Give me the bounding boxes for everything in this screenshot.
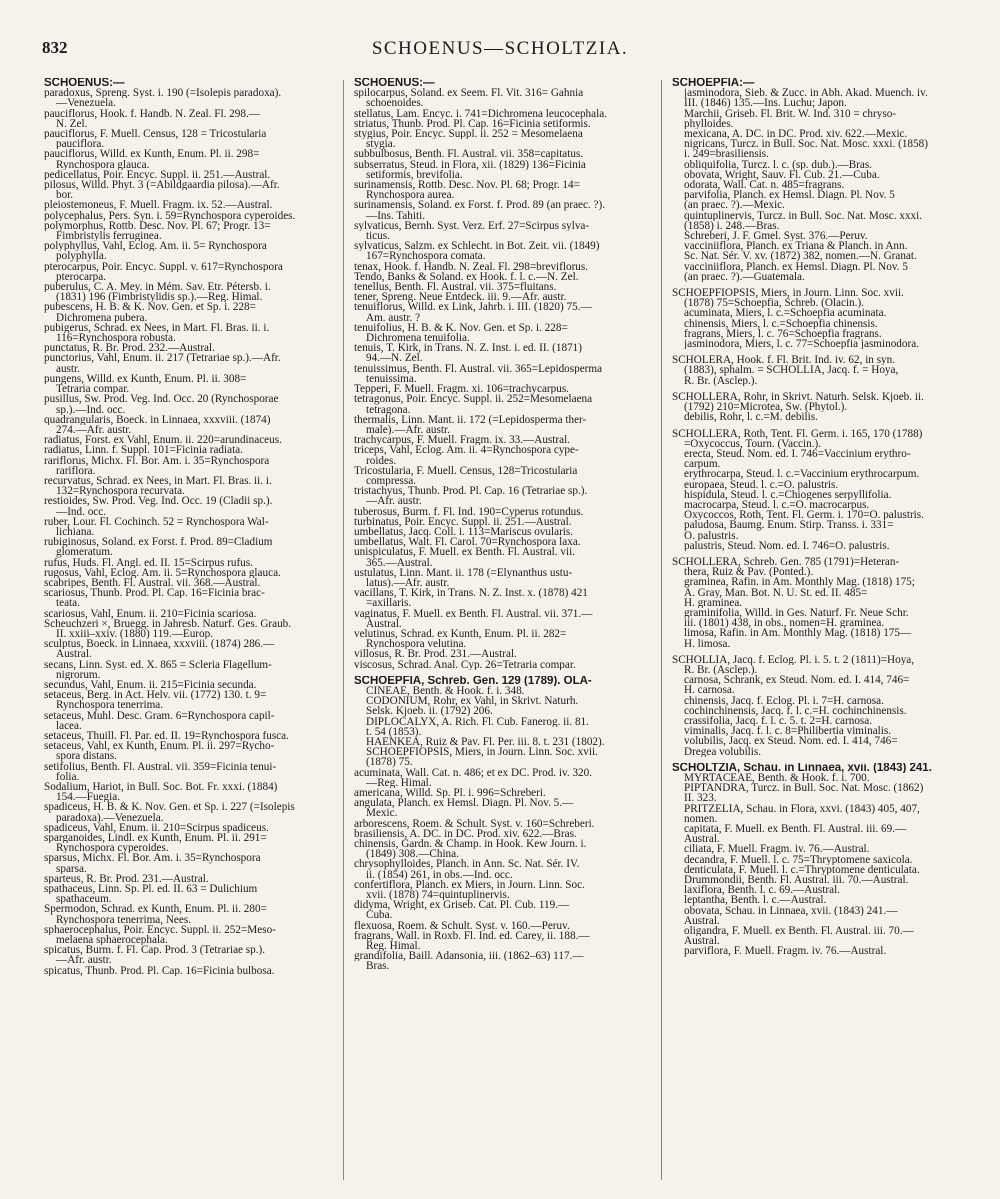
column-1 xyxy=(44,78,334,1188)
entry-line: (1858) i. 248.—Bras. xyxy=(684,220,780,232)
entry-line: Tendo, Banks & Soland. ex Hook. f. l. c.—N. Zel. xyxy=(354,271,579,283)
column-2 xyxy=(354,78,644,1188)
entry-line: sparganoides, Lindl. ex Kunth, Enum. Pl. ii. 291= xyxy=(44,833,267,844)
page-header xyxy=(40,38,960,68)
entry-line: Drummondii, Benth. Fl. Austral. iii. 70.—Austral. xyxy=(684,875,909,886)
entry-line: bor. xyxy=(56,190,74,201)
entry-line: carnosa, Schrank, ex Steud. Nom. ed. I. 414, 746= xyxy=(684,675,910,686)
entry-line: obovata, Wright, Sauv. Fl. Cub. 21.—Cuba. xyxy=(684,169,880,181)
entry-line: i. 249=brasiliensis. xyxy=(684,149,769,160)
entry-line: obliquifolia, Turcz. l. c. (sp. dub.).—Bras. xyxy=(684,159,872,170)
entry-line: 154.—Fuegia. xyxy=(56,792,121,803)
entry-line: —Afr. austr. xyxy=(56,955,112,966)
entry-line: chinensis, Gardn. & Champ. in Hook. Kew Journ. i. xyxy=(354,839,587,850)
entry-line: sylvaticus, Bernh. Syst. Verz. Erf. 27=Scirpus sylva- xyxy=(354,220,590,232)
entry-line: didyma, Wright, ex Griseb. Cat. Pl. Cub. 119.— xyxy=(354,900,570,911)
entry-line: Fimbristylis ferruginea. xyxy=(56,231,162,242)
entry-line: pauciflorus, Hook. f. Handb. N. Zeal. Fl. 298.— xyxy=(44,108,260,119)
entry-line: Dichromena pubera. xyxy=(56,312,148,323)
entry-line: laxiflora, Benth. l. c. 69.—Austral. xyxy=(684,885,840,896)
entry-line: graminea, Rafin. in Am. Monthly Mag. (1818) 175; xyxy=(684,577,915,588)
entry-line: chrysophylloides, Planch. in Ann. Sc. Nat. Sér. IV. xyxy=(354,859,580,870)
entry-line: schoenoides. xyxy=(366,98,424,109)
entry-line: palustris, Steud. Nom. ed. I. 746=O. palustris. xyxy=(684,540,890,551)
entry-line: 116=Rynchospora robusta. xyxy=(56,333,176,344)
entry-line: 132=Rynchospora recurvata. xyxy=(56,486,185,497)
entry-line: 365.—Austral. xyxy=(366,557,433,568)
entry-heading: SCHOEPFIA:— xyxy=(672,78,755,89)
entry-line: Rynchospora cyperoides. xyxy=(56,843,169,854)
entry-line: limosa, Rafin. in Am. Monthly Mag. (1818) 175— xyxy=(684,628,912,639)
entry-line: arborescens, Roem. & Schult. Syst. v. 160=Schreberi. xyxy=(354,818,595,829)
entry-line: rufus, Huds. Fl. Angl. ed. II. 15=Scirpus rufus. xyxy=(44,557,253,568)
entry-line: SCHOEPFIOPSIS, Miers, in Journ. Linn. Soc. xvii. xyxy=(672,288,904,299)
entry-line: CODONIUM, Rohr, ex Vahl, in Skrivt. Naturh. xyxy=(366,696,579,707)
entry-line: Reg. Himal. xyxy=(366,941,421,952)
entry-line: iii. (1801) 438, in obs., nomen=H. graminea. xyxy=(684,618,885,629)
entry-line: Rynchospora glauca. xyxy=(56,159,150,170)
entry-line: rubiginosus, Soland. ex Forst. f. Prod. 89=Cladium xyxy=(44,537,273,548)
entry-line: spadiceus, Vahl, Enum. ii. 210=Scirpus spadiceus. xyxy=(44,822,269,834)
entry-line: vacillans, T. Kirk, in Trans. N. Z. Inst. x. (1878) 421 xyxy=(354,588,588,599)
entry-line: setaceus, Muhl. Desc. Gram. 6=Rynchospora capil- xyxy=(44,710,275,721)
entry-line: pusillus, Sw. Prod. Veg. Ind. Occ. 20 (Rynchosporae xyxy=(44,394,279,405)
entry-line: polymorphus, Rottb. Desc. Nov. Pl. 67; Progr. 13= xyxy=(44,220,271,232)
entry-line: 94.—N. Zel. xyxy=(366,353,423,364)
entry-line: spicatus, Burm. f. Fl. Cap. Prod. 3 (Tetrariae sp.). xyxy=(44,945,266,956)
entry-line: SCHOLLERA, Roth, Tent. Fl. Germ. i. 165, 170 (1788) xyxy=(672,428,923,439)
entry-line: thermalis, Linn. Mant. ii. 172 (=Lepidosperma ther- xyxy=(354,414,587,425)
entry-line: quintuplinervis, Turcz. in Bull. Soc. Nat. Mosc. xxxi. xyxy=(684,210,923,221)
entry-line: flexuosa, Roem. & Schult. Syst. v. 160.—Peruv. xyxy=(354,920,570,931)
entry-line: cochinchinensis, Jacq. f. l. c.=H. cochinchinensis. xyxy=(684,705,907,716)
entry-line: obovata, Schau. in Linnaea, xvii. (1843) 241.— xyxy=(684,905,898,916)
entry-line: tener, Spreng. Neue Entdeck. iii. 9.—Afr. austr. xyxy=(354,292,567,303)
entry-line: rugosus, Vahl, Eclog. Am. ii. 5=Rynchospora glauca. xyxy=(44,567,281,578)
entry-line: restioides, Sw. Prod. Veg. Ind. Occ. 19 (Cladii sp.). xyxy=(44,496,273,507)
entry-line: tenax, Hook. f. Handb. N. Zeal. Fl. 298=breviflorus. xyxy=(354,261,589,272)
entry-line: ruber, Lour. Fl. Cochinch. 52 = Rynchospora Wal- xyxy=(44,516,269,527)
entry-line: ustulatus, Linn. Mant. ii. 178 (=Elynanthus ustu- xyxy=(354,567,573,578)
entry-line: spicatus, Thunb. Prod. Pl. Cap. 16=Ficinia bulbosa. xyxy=(44,965,275,976)
entry-line: fragrans, Miers, l. c. 76=Schoepfia fragrans. xyxy=(684,328,882,340)
entry-line: viscosus, Schrad. Anal. Cyp. 26=Tetraria compar. xyxy=(354,659,576,670)
entry-line: lacea. xyxy=(56,720,82,731)
entry-line: tristachyus, Thunb. Prod. Pl. Cap. 16 (Tetrariae sp.). xyxy=(354,486,588,497)
entry-line: tenellus, Benth. Fl. Austral. vii. 375=fluitans. xyxy=(354,282,557,293)
entry-line: umbellatus, Walt. Fl. Carol. 70=Rynchospora laxa. xyxy=(354,537,581,548)
entry-line: punctatus, R. Br. Prod. 232.—Austral. xyxy=(44,343,215,354)
entry-line: subbulbosus, Benth. Fl. Austral. vii. 358=capitatus. xyxy=(354,149,584,160)
entry-line: crassifolia, Jacq. f. l. c. 5. t. 2=H. carnosa. xyxy=(684,715,873,727)
entry-line: =axillaris. xyxy=(366,598,412,609)
column-rule xyxy=(343,80,344,1180)
entry-line: Selsk. Kjoeb. ii. (1792) 206. xyxy=(366,706,493,717)
entry-line: sparteus, R. Br. Prod. 231.—Austral. xyxy=(44,873,209,885)
entry-line: paradoxus, Spreng. Syst. i. 190 (=Isolepis paradoxa). xyxy=(44,88,282,99)
entry-line: 274.—Afr. austr. xyxy=(56,424,132,436)
column-3 xyxy=(672,78,966,1188)
entry-line: tetragona. xyxy=(366,404,411,415)
entry-line: pauciflora. xyxy=(56,139,105,150)
entry-line: quadrangularis, Boeck. in Linnaea, xxxviii. (1874) xyxy=(44,414,271,425)
entry-line: (1878) 75. xyxy=(366,757,413,768)
entry-line: (an praec. ?).—Guatemala. xyxy=(684,271,805,283)
entry-line: phylloides. xyxy=(684,118,734,130)
entry-line: SCHOLLIA, Jacq. f. Eclog. Pl. i. 5. t. 2 (1811)=Hoya, xyxy=(672,654,915,665)
entry-line: puberulus, C. A. Mey. in Mém. Sav. Etr. Pétersb. i. xyxy=(44,282,271,293)
entry-line: Rynchospora aurea. xyxy=(366,190,455,201)
entry-line: jasminodora, Miers, l. c. 77=Schoepfia jasminodora. xyxy=(684,339,919,350)
entry-heading: SCHOENUS:— xyxy=(44,78,125,89)
entry-line: recurvatus, Schrad. ex Nees, in Mart. Fl. Bras. ii. i. xyxy=(44,475,272,487)
entry-line: lichiana. xyxy=(56,526,95,538)
entry-line: DIPLOCALYX, A. Rich. Fl. Cub. Fanerog. ii. 81. xyxy=(366,716,589,727)
entry-line: Tepperi, F. Muell. Fragm. xi. 106=trachycarpus. xyxy=(354,384,569,395)
entry-line: sphaerocephalus, Poir. Encyc. Suppl. ii. 252=Meso- xyxy=(44,924,276,936)
entry-line: tenuissimus, Benth. Fl. Austral. vii. 365=Lepidosperma xyxy=(354,363,603,374)
entry-line: Scheuchzeri ×, Bruegg. in Jahresb. Naturf. Ges. Graub. xyxy=(44,618,292,629)
entry-line: pauciflorus, Willd. ex Kunth, Enum. Pl. ii. 298= xyxy=(44,149,260,160)
entry-line: parvifolia, Planch. ex Hemsl. Diagn. Pl. Nov. 5 xyxy=(684,190,895,201)
entry-line: Am. austr. ? xyxy=(366,312,421,323)
entry-line: pubescens, H. B. & K. Nov. Gen. et Sp. i. 228= xyxy=(44,302,256,313)
entry-line: xvii. (1878) 74=quintuplinervis. xyxy=(366,890,510,901)
entry-line: surinamensis, Rottb. Desc. Nov. Pl. 68; Progr. 14= xyxy=(354,180,580,191)
entry-line: polyphyllus, Vahl, Eclog. Am. ii. 5= Rynchospora xyxy=(44,241,267,252)
entry-line: stellatus, Lam. Encyc. i. 741=Dichromena leucocephala. xyxy=(354,108,607,119)
entry-line: —Ins. Tahiti. xyxy=(366,210,425,221)
entry-line: thera, Ruiz & Pav. (Ponted.). xyxy=(684,567,814,578)
entry-line: pungens, Willd. ex Kunth, Enum. Pl. ii. 308= xyxy=(44,373,247,385)
entry-line: umbellatus, Jacq. Coll. i. 113=Mariscus ovularis. xyxy=(354,526,574,538)
entry-line: Dichromena tenuifolia. xyxy=(366,333,470,344)
entry-line: H. limosa. xyxy=(684,638,731,649)
entry-line: HAENKEA, Ruiz & Pav. Fl. Per. iii. 8. t. 231 (1802). xyxy=(366,737,605,748)
entry-line: denticulata, F. Muell. l. c.=Thryptomene denticulata. xyxy=(684,864,920,876)
entry-line: teata. xyxy=(56,598,80,609)
entry-line: R. Br. (Asclep.). xyxy=(684,375,758,386)
entry-line: acuminata, Wall. Cat. n. 486; et ex DC. Prod. iv. 320. xyxy=(354,767,593,778)
entry-line: leptantha, Benth. l. c.—Austral. xyxy=(684,895,827,906)
entry-line: Mexic. xyxy=(366,808,398,819)
entry-line: (1831) 196 (Fimbristylidis sp.).—Reg. Himal. xyxy=(56,292,263,303)
entry-line: stygius, Poir. Encyc. Suppl. ii. 252 = Mesomelaena xyxy=(354,129,583,140)
entry-line: (1883), sphalm. = SCHOLLIA, Jacq. f. = Hoya, xyxy=(684,365,899,376)
entry-line: vaginatus, F. Muell. ex Benth. Fl. Austral. vii. 371.— xyxy=(354,608,593,619)
entry-line: angulata, Planch. ex Hemsl. Diagn. Pl. Nov. 5.— xyxy=(354,798,574,809)
entry-line: A. Gray, Man. Bot. N. U. St. ed. II. 485= xyxy=(684,587,868,598)
entry-line: pedicellatus, Poir. Encyc. Suppl. ii. 251.—Austral. xyxy=(44,169,271,181)
entry-line: parviflora, F. Muell. Fragm. iv. 76.—Austral. xyxy=(684,946,887,957)
entry-line: brasiliensis, A. DC. in DC. Prod. xiv. 622.—Bras. xyxy=(354,828,577,840)
entry-line: pleiostemoneus, F. Muell. Fragm. ix. 52.—Austral. xyxy=(44,200,273,211)
entry-line: scariosus, Vahl, Enum. ii. 210=Ficinia scariosa. xyxy=(44,608,257,619)
entry-line: radiatus, Linn. f. Suppl. 101=Ficinia radiata. xyxy=(44,445,243,456)
entry-heading: SCHOENUS:— xyxy=(354,78,435,89)
entry-line: mexicana, A. DC. in DC. Prod. xiv. 622.—Mexic. xyxy=(684,129,908,140)
entry-line: (an praec. ?).—Mexic. xyxy=(684,200,785,211)
entry-line: Marchii, Griseb. Fl. Brit. W. Ind. 310 = chryso- xyxy=(684,108,897,119)
entry-line: Austral. xyxy=(56,649,92,660)
entry-line: paradoxa).—Venezuela. xyxy=(56,812,164,823)
entry-line: Oxycoccos, Roth, Tent. Fl. Germ. i. 170=O. palustris. xyxy=(684,510,924,521)
entry-line: SCHOEPFIOPSIS, Miers, in Journ. Linn. Soc. xvii. xyxy=(366,747,598,758)
entry-line: debilis, Rohr, l. c.=M. debilis. xyxy=(684,412,818,423)
entry-line: MYRTACEAE, Benth. & Hook. f. i. 700. xyxy=(684,773,870,784)
entry-line: Bras. xyxy=(366,961,390,972)
entry-line: scabripes, Benth. Fl. Austral. vii. 368.—Austral. xyxy=(44,577,261,589)
entry-line: setiformis, brevifolia. xyxy=(366,169,463,181)
entry-line: polyphylla. xyxy=(56,251,107,262)
entry-line: t. 54 (1853). xyxy=(366,726,422,737)
entry-line: secundus, Vahl, Enum. ii. 215=Ficinia secunda. xyxy=(44,679,257,691)
entry-line: surinamensis, Soland. ex Forst. f. Prod. 89 (an praec. ?). xyxy=(354,200,606,211)
entry-line: radiatus, Forst. ex Vahl, Enum. ii. 220=arundinaceus. xyxy=(44,435,282,446)
entry-line: melaena sphaerocephala. xyxy=(56,935,168,946)
entry-line: ciliata, F. Muell. Fragm. iv. 76.—Austral. xyxy=(684,844,870,855)
entry-line: ii. (1854) 261, in obs.—Ind. occ. xyxy=(366,869,513,880)
entry-line: tenuiflorus, Willd. ex Link, Jahrb. i. III. (1820) 75.— xyxy=(354,302,592,313)
entry-line: Austral. xyxy=(684,915,720,927)
entry-line: pauciflorus, F. Muell. Census, 128 = Tricostularia xyxy=(44,129,267,140)
entry-line: capitata, F. Muell. ex Benth. Fl. Austral. iii. 69.— xyxy=(684,824,907,835)
entry-line: —Reg. Himal. xyxy=(366,777,432,789)
entry-line: stygia. xyxy=(366,139,396,150)
entry-line: Tetraria compar. xyxy=(56,384,130,395)
entry-line: nigrorum. xyxy=(56,669,101,680)
entry-line: setifolius, Benth. Fl. Austral. vii. 359=Ficinia tenui- xyxy=(44,761,277,772)
entry-line: hispidula, Steud. l. c.=Chiogenes serpyllifolia. xyxy=(684,489,892,500)
entry-line: setaceus, Vahl, ex Kunth, Enum. Pl. ii. 297=Rycho- xyxy=(44,741,275,752)
entry-line: spora distans. xyxy=(56,751,117,762)
entry-line: —Afr. austr. xyxy=(366,496,422,507)
entry-line: —Venezuela. xyxy=(56,98,116,109)
entry-line: chinensis, Miers, l. c.=Schoepfia chinensis. xyxy=(684,318,878,329)
entry-line: oligandra, F. Muell. ex Benth. Fl. Austral. iii. 70.— xyxy=(684,926,914,937)
entry-line: tenuis, T. Kirk, in Trans. N. Z. Inst. i. ed. II. (1871) xyxy=(354,343,582,354)
entry-line: compressa. xyxy=(366,475,417,487)
entry-heading: SCHOEPFIA, Schreb. Gen. 129 (1789). OLA- xyxy=(354,675,592,686)
entry-line: 167=Rynchospora comata. xyxy=(366,251,486,262)
entry-line: europaea, Steud. l. c.=O. palustris. xyxy=(684,479,839,490)
page-number: 832 xyxy=(42,38,68,57)
entry-line: fragrans, Wall. in Roxb. Fl. Ind. ed. Carey, ii. 188.— xyxy=(354,930,590,942)
entry-line: erecta, Steud. Nom. ed. I. 746=Vaccinium erythro- xyxy=(684,448,911,460)
entry-line: II. 323. xyxy=(684,793,717,804)
entry-line: rariflorus, Michx. Fl. Bor. Am. i. 35=Rynchospora xyxy=(44,455,270,466)
entry-line: villosus, R. Br. Prod. 231.—Austral. xyxy=(354,649,517,660)
entry-line: trachycarpus, F. Muell. Fragm. ix. 33.—Austral. xyxy=(354,435,570,446)
entry-line: Dregea volubilis. xyxy=(684,746,762,757)
entry-line: spilocarpus, Soland. ex Seem. Fl. Vit. 316= Gahnia xyxy=(354,88,584,99)
entry-line: SCHOLLERA, Schreb. Gen. 785 (1791)=Heteran- xyxy=(672,556,900,568)
entry-line: SCHOLERA, Hook. f. Fl. Brit. Ind. iv. 62, in syn. xyxy=(672,355,896,366)
entry-line: chinensis, Jacq. f. Eclog. Pl. i. 7=H. carnosa. xyxy=(684,695,884,706)
entry-line: R. Br. (Asclep.). xyxy=(684,664,758,676)
running-title: SCHOENUS—SCHOLTZIA. xyxy=(371,38,629,59)
entry-line: (1849) 308.—China. xyxy=(366,849,459,860)
entry-line: punctorius, Vahl, Enum. ii. 217 (Tetrariae sp.).—Afr. xyxy=(44,353,281,364)
entry-line: sparsa. xyxy=(56,863,87,874)
entry-line: pilosus, Willd. Phyt. 3 (=Abildgaardia pilosa).—Afr. xyxy=(44,180,280,191)
entry-line: ticus. xyxy=(366,231,390,242)
entry-line: pubigerus, Schrad. ex Nees, in Mart. Fl. Bras. ii. i. xyxy=(44,322,270,334)
entry-line: Rynchospora velutina. xyxy=(366,639,467,650)
entry-line: III. (1846) 135.—Ins. Luchu; Japon. xyxy=(684,98,847,109)
entry-line: graminifolia, Willd. in Ges. Naturf. Fr. Neue Schr. xyxy=(684,607,909,619)
entry-line: Tricostularia, F. Muell. Census, 128=Tricostularia xyxy=(354,465,578,476)
entry-line: unispiculatus, F. Muell. ex Benth. Fl. Austral. vii. xyxy=(354,547,575,558)
entry-line: viminalis, Jacq. f. l. c. 8=Philibertia viminalis. xyxy=(684,726,892,737)
entry-line: PRITZELIA, Schau. in Flora, xxvi. (1843) 405, 407, xyxy=(684,803,920,814)
entry-line: vacciniiflora, Planch. ex Triana & Planch. in Ann. xyxy=(684,241,908,252)
entry-line: SCHOLLERA, Rohr, in Skrivt. Naturh. Selsk. Kjoeb. ii. xyxy=(672,391,924,403)
entry-line: pterocarpus, Poir. Encyc. Suppl. v. 617=Rynchospora xyxy=(44,261,283,272)
entry-line: turbinatus, Poir. Encyc. Suppl. ii. 251.—Austral. xyxy=(354,516,572,527)
entry-line: americana, Willd. Sp. Pl. i. 996=Schreberi. xyxy=(354,788,546,799)
entry-line: Rynchospora tenerrima, Nees. xyxy=(56,914,191,925)
entry-line: (1792) 210=Microtea, Sw. (Phytol.). xyxy=(684,402,848,413)
entry-line: sylvaticus, Salzm. ex Schlecht. in Bot. Zeit. vii. (1849) xyxy=(354,241,600,252)
entry-line: paludosa, Baumg. Enum. Stirp. Transs. i. 331= xyxy=(684,520,894,531)
entry-line: nigricans, Turcz. in Bull. Soc. Nat. Mosc. xxxi. (1858) xyxy=(684,139,928,150)
entry-line: male).—Afr. austr. xyxy=(366,424,450,436)
entry-line: glomeratum. xyxy=(56,547,113,558)
entry-line: setaceus, Berg. in Act. Helv. vii. (1772) 130. t. 9= xyxy=(44,690,267,701)
entry-line: rariflora. xyxy=(56,465,96,476)
entry-line: latus).—Afr. austr. xyxy=(366,577,450,589)
entry-line: spathaceus, Linn. Sp. Pl. ed. II. 63 = Dulichium xyxy=(44,884,258,895)
entry-line: (1878) 75=Schoepfia, Schreb. (Olacin.). xyxy=(684,298,864,309)
entry-line: austr. xyxy=(56,363,80,374)
entry-line: velutinus, Schrad. ex Kunth, Enum. Pl. ii. 282= xyxy=(354,628,567,640)
entry-line: odorata, Wall. Cat. n. 485=fragrans. xyxy=(684,180,845,191)
entry-line: tenuissima. xyxy=(366,373,417,385)
entry-line: polycephalus, Pers. Syn. i. 59=Rynchospora cyperoides. xyxy=(44,210,296,221)
entry-line: folia. xyxy=(56,771,80,783)
entry-line: N. Zel. xyxy=(56,118,88,130)
entry-heading: SCHOLTZIA, Schau. in Linnaea, xvii. (1843) 241. xyxy=(672,762,932,773)
entry-line: subserratus, Steud. in Flora, xii. (1829) 136=Ficinia xyxy=(354,159,586,170)
column-rule xyxy=(661,80,662,1180)
entry-line: Schreberi, J. F. Gmel. Syst. 376.—Peruv. xyxy=(684,231,868,242)
entry-line: secans, Linn. Syst. ed. X. 865 = Scleria Flagellum- xyxy=(44,659,272,670)
entry-line: II. xxiii–xxiv. (1880) 119.—Europ. xyxy=(56,628,214,640)
entry-line: decandra, F. Muell. l. c. 75=Thryptomene saxicola. xyxy=(684,854,913,865)
entry-line: roides. xyxy=(366,455,397,466)
entry-line: spathaceum. xyxy=(56,894,112,905)
entry-line: sparsus, Michx. Fl. Bor. Am. i. 35=Rynchospora xyxy=(44,853,261,864)
entry-line: erythrocarpa, Steud. l. c.=Vaccinium erythrocarpum. xyxy=(684,469,920,480)
entry-line: scariosus, Thunb. Prod. Pl. Cap. 16=Ficinia brac- xyxy=(44,588,265,599)
entry-line: tenuifolius, H. B. & K. Nov. Gen. et Sp. i. 228= xyxy=(354,322,568,334)
entry-line: jasminodora, Sieb. & Zucc. in Abh. Akad. Muench. iv. xyxy=(684,88,928,99)
entry-line: carpum. xyxy=(684,459,721,470)
entry-line: sculptus, Boeck. in Linnaea, xxxviii. (1874) 286.— xyxy=(44,639,275,650)
entry-line: triceps, Vahl, Eclog. Am. ii. 4=Rynchospora cype- xyxy=(354,445,579,456)
entry-line: Sodalium, Hariot, in Bull. Soc. Bot. Fr. xxxi. (1884) xyxy=(44,782,278,793)
entry-line: confertiflora, Planch. ex Miers, in Journ. Linn. Soc. xyxy=(354,879,585,891)
entry-line: Sc. Nat. Sér. V. xv. (1872) 382, nomen.—N. Granat. xyxy=(684,251,917,262)
entry-line: H. carnosa. xyxy=(684,685,735,696)
entry-line: Rynchospora tenerrima. xyxy=(56,700,164,711)
entry-line: sp.).—Ind. occ. xyxy=(56,404,126,415)
entry-line: O. palustris. xyxy=(684,530,739,541)
entry-line: =Oxycoccus, Tourn. (Vaccin.). xyxy=(684,438,822,449)
entry-line: nomen. xyxy=(684,813,718,825)
entry-line: Austral. xyxy=(684,834,720,845)
entry-line: tetragonus, Poir. Encyc. Suppl. ii. 252=Mesomelaena xyxy=(354,394,593,405)
entry-line: macrocarpa, Steud. l. c.=O. macrocarpus. xyxy=(684,499,870,511)
entry-line: spadiceus, H. B. & K. Nov. Gen. et Sp. i. 227 (=Isolepis xyxy=(44,802,295,813)
entry-line: H. graminea. xyxy=(684,597,743,608)
entry-line: PIPTANDRA, Turcz. in Bull. Soc. Nat. Mosc. (1862) xyxy=(684,783,924,794)
entry-line: Austral. xyxy=(366,618,402,629)
entry-line: CINEAE, Benth. & Hook. f. i. 348. xyxy=(366,685,525,697)
entry-line: Spermodon, Schrad. ex Kunth, Enum. Pl. ii. 280= xyxy=(44,904,267,915)
entry-line: Austral. xyxy=(684,936,720,947)
entry-line: tuberosus, Burm. f. Fl. Ind. 190=Cyperus rotundus. xyxy=(354,506,584,517)
entry-line: acuminata, Miers, l. c.=Schoepfia acuminata. xyxy=(684,308,887,319)
entry-line: setaceus, Thuill. Fl. Par. ed. II. 19=Rynchospora fusca. xyxy=(44,731,289,742)
entry-line: vacciniiflora, Planch. ex Hemsl. Diagn. Pl. Nov. 5 xyxy=(684,261,908,272)
entry-line: Cuba. xyxy=(366,910,393,921)
entry-line: —Ind. occ. xyxy=(56,506,107,517)
entry-line: pterocarpa. xyxy=(56,271,106,283)
entry-line: volubilis, Jacq. ex Steud. Nom. ed. I. 414, 746= xyxy=(684,736,898,747)
entry-line: striatus, Thunb. Prod. Pl. Cap. 16=Ficinia setiformis. xyxy=(354,118,591,130)
entry-line: grandifolia, Baill. Adansonia, iii. (1862–63) 117.— xyxy=(354,951,584,962)
